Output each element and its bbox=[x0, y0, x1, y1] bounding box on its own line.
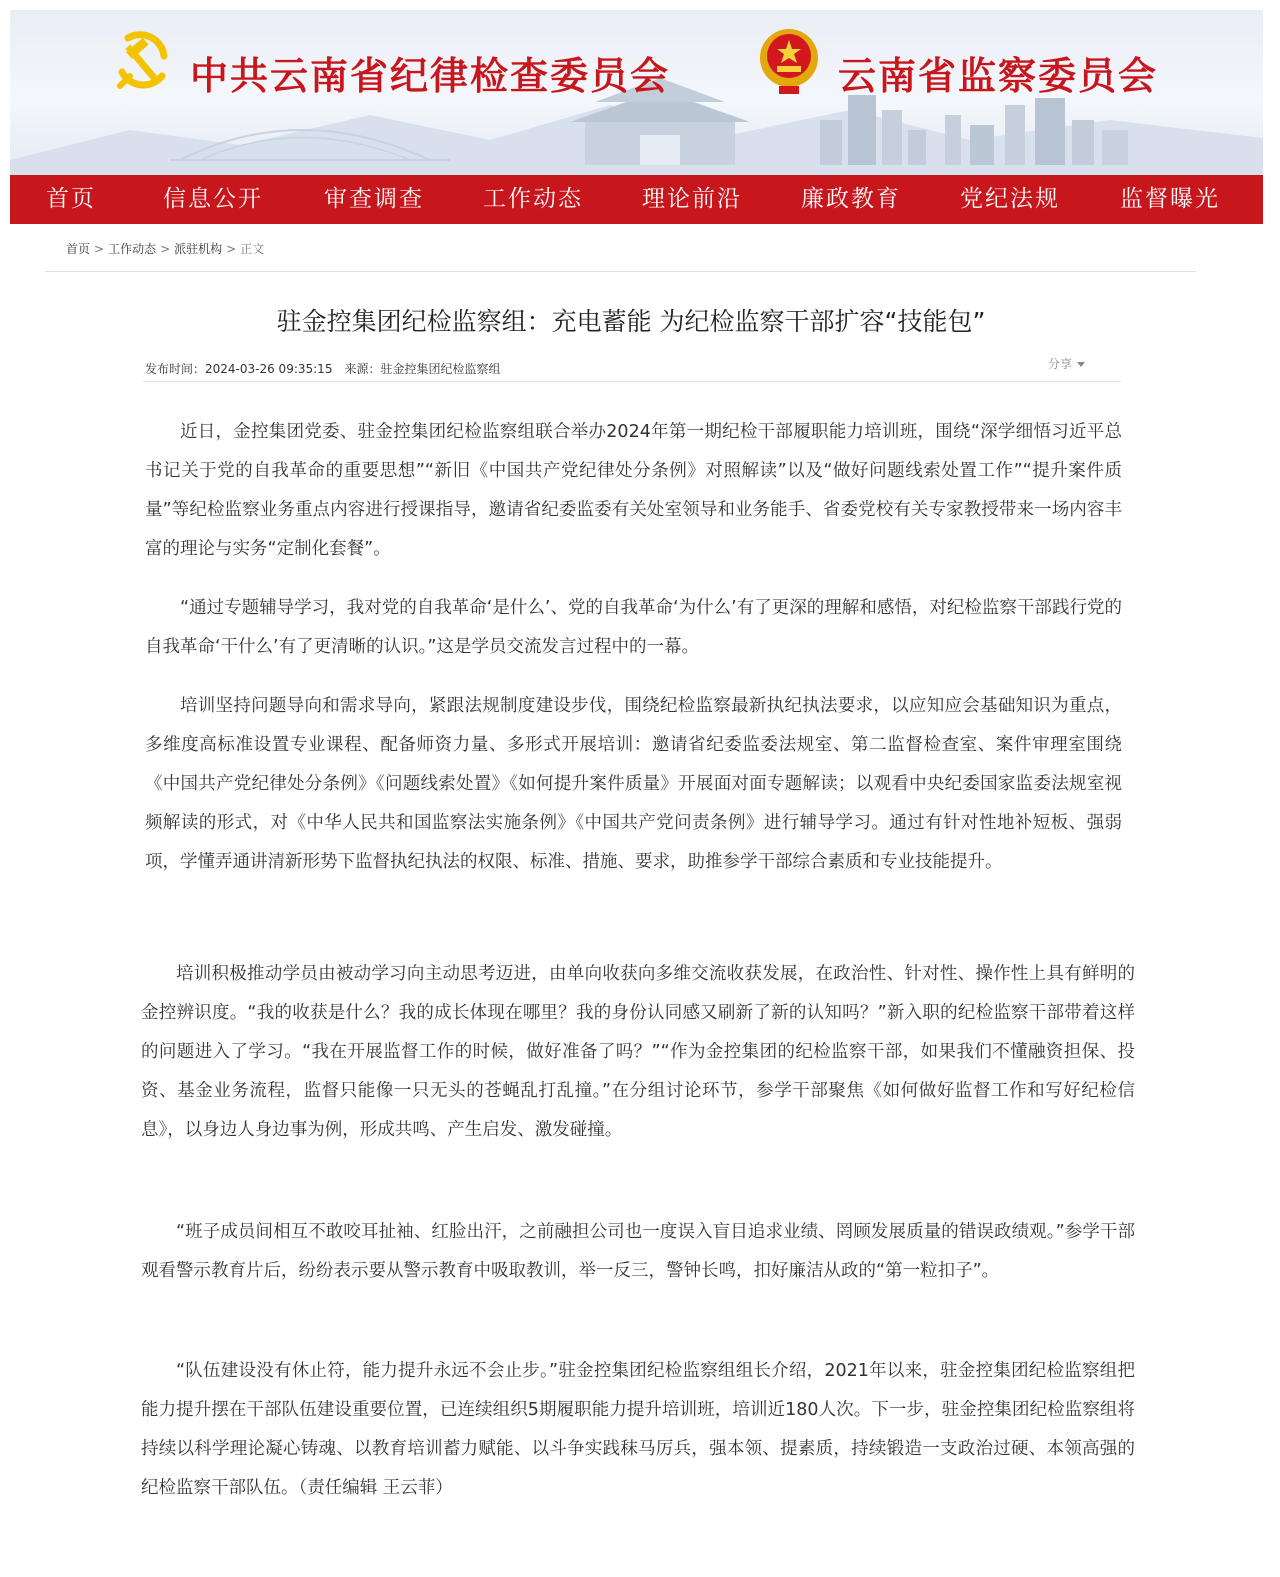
share-label: 分享 bbox=[1048, 357, 1073, 371]
site-banner bbox=[10, 10, 1263, 175]
nav-item-investigation[interactable]: 审查调查 bbox=[324, 186, 424, 212]
article-paragraph: 培训积极推动学员由被动学习向主动思考迈进，由单向收获向多维交流收获发展，在政治性、针对性、操作性上具有鲜明的金控辨识度。“我的收获是什么？我的成长体现在哪里？我的身份认同感又刷新了新的认知吗？”新入职的纪检监察干部带着这样的问题进入了学习。“我在开展监督工作的时候，做好准备了吗？”“作为金控集团的纪检监察干部，如果我们不懂融资担保、投资、基金业务流程，监督只能像一只无头的苍蝇乱打乱撞。”在分组讨论环节，参学干部聚焦《如何做好监督工作和写好纪检信息》，以身边人身边事为例，形成共鸣、产生启发、激发碰撞。 bbox=[141, 964, 1135, 1140]
national-emblem-icon bbox=[757, 24, 821, 98]
article-paragraph: “班子成员间相互不敢咬耳扯袖、红脸出汗，之前融担公司也一度误入盲目追求业绩、罔顾发展质量的错误政绩观。”参学干部观看警示教育片后，纷纷表示要从警示教育中吸取教训，举一反三，警钟长鸣，扣好廉洁从政的“第一粒扣子”。 bbox=[141, 1222, 1135, 1281]
main-nav bbox=[10, 175, 1263, 224]
article-title: 驻金控集团纪检监察组：充电蓄能 为纪检监察干部扩容“技能包” bbox=[276, 307, 986, 336]
nav-item-theory[interactable]: 理论前沿 bbox=[642, 186, 742, 212]
breadcrumb-work-news-link[interactable]: 工作动态 bbox=[108, 242, 157, 256]
caret-down-icon bbox=[1077, 362, 1085, 367]
breadcrumb bbox=[66, 240, 264, 257]
breadcrumb-separator: > bbox=[226, 242, 237, 256]
breadcrumb-divider bbox=[45, 271, 1196, 272]
breadcrumb-separator: > bbox=[94, 242, 105, 256]
breadcrumb-stationed-agencies-link[interactable]: 派驻机构 bbox=[174, 242, 223, 256]
article-meta: 发布时间：2024-03-26 09:35:15 来源：驻金控集团纪检监察组 bbox=[145, 362, 501, 376]
article-paragraph: “通过专题辅导学习，我对党的自我革命‘是什么’、党的自我革命‘为什么’有了更深的理解和感悟，对纪检监察干部践行党的自我革命‘干什么’有了更清晰的认识。”这是学员交流发言过程中的一幕。 bbox=[145, 598, 1122, 657]
nav-item-home[interactable]: 首页 bbox=[46, 186, 96, 212]
party-emblem-icon bbox=[108, 28, 176, 96]
breadcrumb-current: 正文 bbox=[240, 242, 265, 256]
breadcrumb-separator: > bbox=[160, 242, 171, 256]
article-paragraph: 近日，金控集团党委、驻金控集团纪检监察组联合举办2024年第一期纪检干部履职能力培训班，围绕“深学细悟习近平总书记关于党的自我革命的重要思想”“新旧《中国共产党纪律处分条例》对照解读”以及“做好问题线索处置工作”“提升案件质量”等纪检监察业务重点内容进行授课指导，邀请省纪委监委有关处室领导和业务能手、省委党校有关专家教授带来一场内容丰富的理论与实务“定制化套餐”。 bbox=[145, 422, 1122, 559]
nav-item-info-disclosure[interactable]: 信息公开 bbox=[163, 186, 263, 212]
meta-divider bbox=[143, 381, 1121, 382]
nav-item-integrity-education[interactable]: 廉政教育 bbox=[801, 186, 901, 212]
org-title-supervision: 云南省监察委员会 bbox=[838, 54, 1159, 98]
article-paragraph: 培训坚持问题导向和需求导向，紧跟法规制度建设步伐，围绕纪检监察最新执纪执法要求，以应知应会基础知识为重点，多维度高标准设置专业课程、配备师资力量、多形式开展培训：邀请省纪委监委法规室、第二监督检查室、案件审理室围绕《中国共产党纪律处分条例》《问题线索处置》《如何提升案件质量》开展面对面专题解读；以观看中央纪委国家监委法规室视频解读的形式，对《中华人民共和国监察法实施条例》《中国共产党问责条例》进行辅导学习。通过有针对性地补短板、强弱项，学懂弄通讲清新形势下监督执纪执法的权限、标准、措施、要求，助推参学干部综合素质和专业技能提升。 bbox=[145, 696, 1122, 872]
share-button[interactable] bbox=[1048, 355, 1085, 372]
nav-item-supervision-exposure[interactable]: 监督曝光 bbox=[1120, 186, 1220, 212]
article-paragraph: “队伍建设没有休止符，能力提升永远不会止步。”驻金控集团纪检监察组组长介绍，2021年以来，驻金控集团纪检监察组把能力提升摆在干部队伍建设重要位置，已连续组织5期履职能力提升培训班，培训近180人次。下一步，驻金控集团纪检监察组将持续以科学理论凝心铸魂、以教育培训蓄力赋能、以斗争实践秣马厉兵，强本领、提素质，持续锻造一支政治过硬、本领高强的纪检监察干部队伍。（责任编辑 王云菲） bbox=[141, 1361, 1135, 1498]
nav-item-party-regulations[interactable]: 党纪法规 bbox=[960, 186, 1060, 212]
org-title-discipline: 中共云南省纪律检查委员会 bbox=[190, 54, 671, 98]
breadcrumb-home-link[interactable]: 首页 bbox=[66, 242, 91, 256]
nav-item-work-news[interactable]: 工作动态 bbox=[483, 186, 583, 212]
